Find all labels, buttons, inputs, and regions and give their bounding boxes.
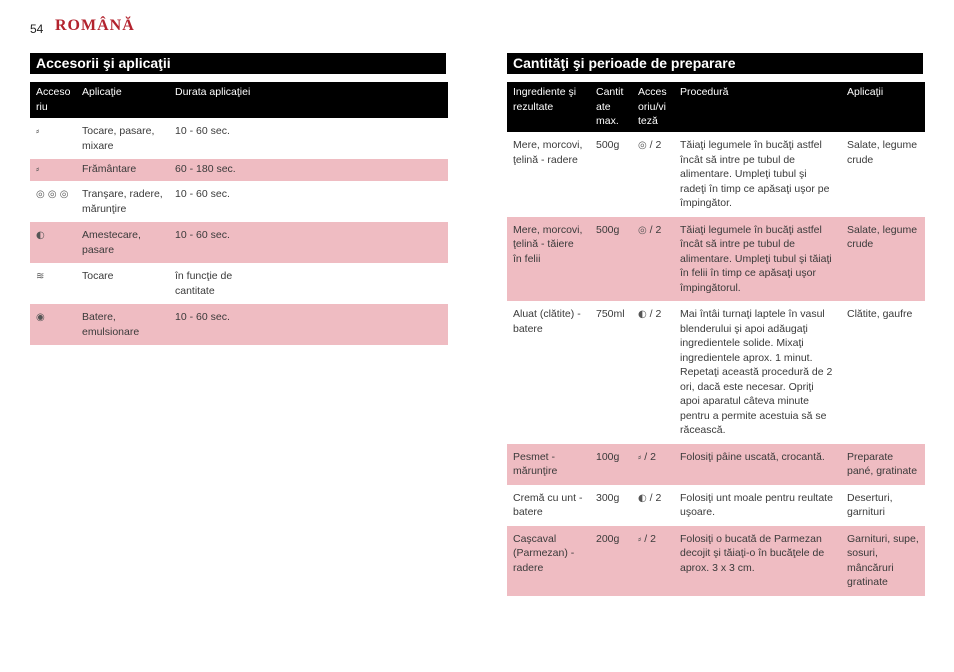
duration-cell: 10 - 60 sec. (169, 181, 448, 222)
procedure-cell: Folosiţi o bucată de Parmezan decojit şi tăiaţi-o în bucăţele de aprox. 3 x 3 cm. (674, 526, 841, 596)
table-row (30, 181, 448, 222)
application-cell: Batere, emulsionare (76, 304, 169, 345)
chopper-icon: ≋ (36, 271, 45, 282)
application-cell: Tocare, pasare, mixare (76, 118, 169, 159)
application-cell: Tranşare, radere, mărunţire (76, 181, 169, 222)
application-cell: Deserturi, garnituri (841, 485, 925, 526)
table-row (507, 132, 925, 217)
procedure-cell: Folosiţi unt moale pentru reultate uşoare. (674, 485, 841, 526)
duration-cell: 60 - 180 sec. (169, 159, 448, 181)
accessory-speed-cell (632, 485, 674, 526)
quantity-cell: 500g (590, 217, 632, 302)
preparation-section-title: Cantităţi şi perioade de preparare (507, 53, 923, 74)
quantity-cell: 200g (590, 526, 632, 596)
duration-cell: 10 - 60 sec. (169, 304, 448, 345)
speed-text: / 2 (644, 532, 656, 545)
table-header-row (30, 82, 448, 118)
language-heading: ROMÂNĂ (55, 17, 135, 34)
accessories-table (30, 82, 448, 345)
ingredient-cell: Cremă cu unt - batere (507, 485, 590, 526)
table-row (507, 444, 925, 485)
blade-icon: ⸗ (638, 451, 642, 463)
table-row (507, 301, 925, 444)
whisk-icon: ◉ (36, 312, 45, 323)
accessory-speed-cell (632, 526, 674, 596)
speed-text: / 2 (649, 491, 662, 504)
application-cell: Frământare (76, 159, 169, 181)
table-row (507, 217, 925, 302)
column-header-quantity: Cantit ate max. (590, 82, 632, 132)
procedure-cell: Folosiţi pâine uscată, crocantă. (674, 444, 841, 485)
procedure-cell: Tăiaţi legumele în bucăţi astfel încât să intre pe tubul de alimentare. Umpleţi tubul şi radeţi în timp ce apăsaţi uşor pe împingător. (674, 132, 841, 217)
blender-icon: ◐ (638, 492, 647, 504)
duration-cell (169, 263, 448, 304)
column-header-duration: Durata aplicaţiei (169, 82, 448, 118)
accessory-speed-cell (632, 301, 674, 444)
procedure-cell: Mai întâi turnaţi laptele în vasul blenderului şi apoi adăugaţi ingredientele solide. Mixaţi ingredientele aprox. 1 minut. Repetaţi această procedură de 2 ori, dacă este necesar. Opriţi apoi aparatul câteva minute pentru a permite acestuia să se răcească. (674, 301, 841, 444)
table-row (30, 222, 448, 263)
accessory-speed-cell (632, 444, 674, 485)
application-cell: Preparate pané, gratinate (841, 444, 925, 485)
quantity-cell: 300g (590, 485, 632, 526)
application-cell: Amestecare, pasare (76, 222, 169, 263)
column-header-procedure: Procedură (674, 82, 841, 132)
accessories-section-title: Accesorii şi aplicaţii (30, 53, 446, 74)
kneading-tool-icon: ⸗ (36, 164, 40, 175)
table-row (30, 118, 448, 159)
table-row (30, 263, 448, 304)
blender-icon: ◐ (36, 230, 45, 241)
ingredient-cell: Mere, morcovi, ţelină - radere (507, 132, 590, 217)
ingredient-cell: Aluat (clătite) - batere (507, 301, 590, 444)
speed-text: / 2 (644, 450, 656, 463)
page-number: 54 (30, 22, 44, 36)
column-header-accessory: Acceso riu (30, 82, 76, 118)
preparation-table (507, 82, 925, 596)
table-row (30, 304, 448, 345)
grating-disc-icon: ◎ (638, 140, 647, 151)
application-cell: Garnituri, supe, sosuri, mâncăruri gratinate (841, 526, 925, 596)
ingredient-cell: Pesmet - mărunţire (507, 444, 590, 485)
procedure-cell: Tăiaţi legumele în bucăţi astfel încât să intre pe tubul de alimentare. Umpleţi tubul şi tăiaţi în felii în timp ce apăsaţi uşor împingătorul. (674, 217, 841, 302)
ingredient-cell: Mere, morcovi, ţelină - tăiere în felii (507, 217, 590, 302)
disc-icons: ◎ ◎ ◎ (36, 189, 69, 200)
table-header-row (507, 82, 925, 132)
blender-icon: ◐ (638, 309, 647, 320)
application-cell: Clătite, gaufre (841, 301, 925, 444)
ingredient-cell: Caşcaval (Parmezan) - radere (507, 526, 590, 596)
column-header-ingredients: Ingrediente şi rezultate (507, 82, 590, 132)
column-header-accessory-speed: Acces oriu/vi teză (632, 82, 674, 132)
table-row (507, 485, 925, 526)
duration-text: în funcţie de cantitate (175, 270, 233, 297)
column-header-applications: Aplicaţii (841, 82, 925, 132)
quantity-cell: 500g (590, 132, 632, 217)
accessory-speed-cell (632, 217, 674, 302)
speed-text: / 2 (649, 223, 662, 236)
slicing-disc-icon: ◎ (638, 224, 647, 236)
speed-text: / 2 (649, 139, 662, 151)
quantity-cell: 750ml (590, 301, 632, 444)
quantity-cell: 100g (590, 444, 632, 485)
application-cell: Tocare (76, 263, 169, 304)
blade-icon: ⸗ (638, 533, 642, 545)
application-cell: Salate, legume crude (841, 132, 925, 217)
speed-text: / 2 (649, 308, 662, 320)
application-cell: Salate, legume crude (841, 217, 925, 302)
table-row (507, 526, 925, 596)
duration-cell: 10 - 60 sec. (169, 118, 448, 159)
duration-cell: 10 - 60 sec. (169, 222, 448, 263)
blade-icon: ⸗ (36, 126, 40, 137)
column-header-application: Aplicaţie (76, 82, 169, 118)
table-row (30, 159, 448, 181)
accessory-speed-cell (632, 132, 674, 217)
